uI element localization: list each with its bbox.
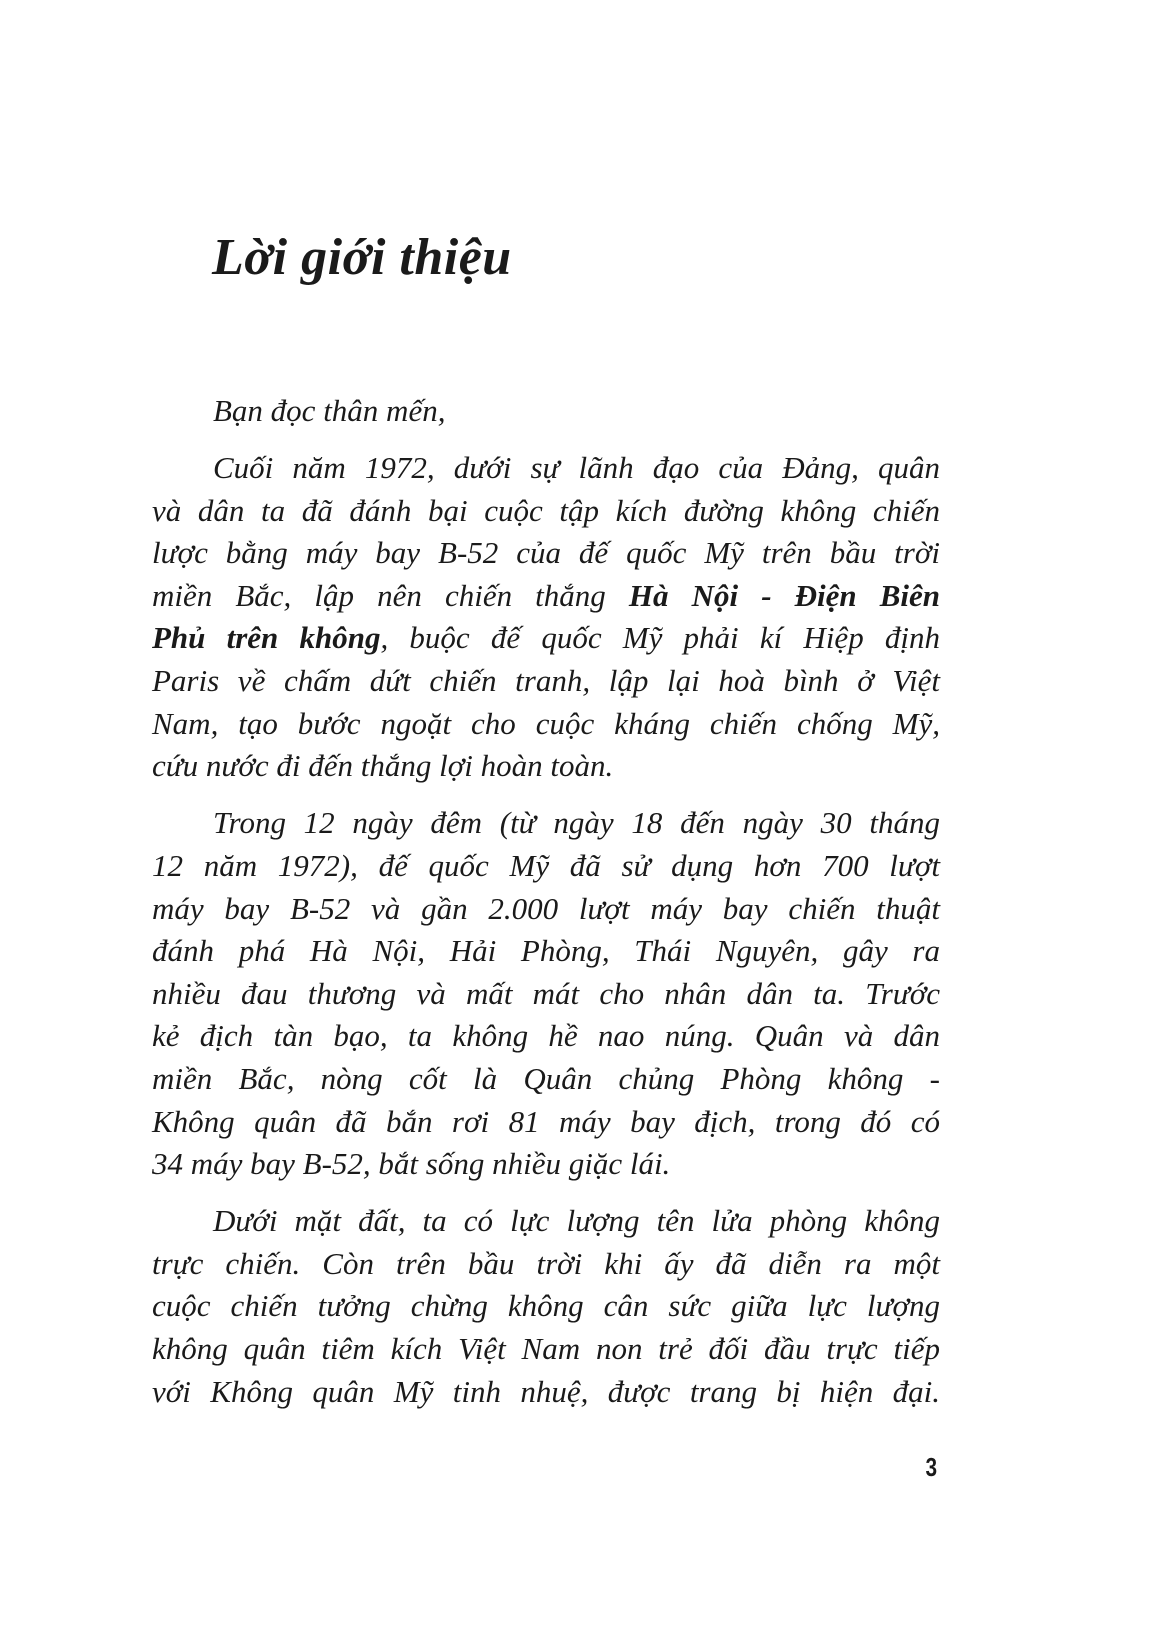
text-run: trực chiến. Còn trên bầu trời khi ấy đã diễn ra một xyxy=(152,1245,940,1281)
text-run: đánh phá Hà Nội, Hải Phòng, Thái Nguyên, gây ra xyxy=(152,933,940,969)
paragraph xyxy=(152,390,940,433)
paragraph xyxy=(152,447,940,788)
text-run: , buộc đế quốc Mỹ phải kí Hiệp định xyxy=(380,620,940,656)
text-run: máy bay B-52 và gần 2.000 lượt máy bay chiến thuật xyxy=(152,890,940,926)
text-line xyxy=(152,973,940,1016)
paragraph xyxy=(152,802,940,1185)
text-line xyxy=(152,703,940,746)
text-run: Paris về chấm dứt chiến tranh, lập lại hoà bình ở Việt xyxy=(152,663,940,699)
text-line xyxy=(152,490,940,533)
text-run: Không quân đã bắn rơi 81 máy bay địch, trong đó có xyxy=(152,1103,940,1139)
page-number: 3 xyxy=(925,1452,938,1482)
text-line xyxy=(152,1285,940,1328)
text-run: miền Bắc, nòng cốt là Quân chủng Phòng không - xyxy=(152,1060,940,1096)
text-line xyxy=(152,1371,940,1414)
text-line xyxy=(152,390,940,433)
text-run: kẻ địch tàn bạo, ta không hề nao núng. Quân và dân xyxy=(152,1018,940,1054)
text-run: và dân ta đã đánh bại cuộc tập kích đường không chiến xyxy=(152,492,940,528)
text-line xyxy=(152,888,940,931)
text-run: Nam, tạo bước ngoặt cho cuộc kháng chiến chống Mỹ, xyxy=(152,705,940,741)
text-line xyxy=(152,660,940,703)
text-line xyxy=(152,1058,940,1101)
text-line xyxy=(152,532,940,575)
text-line xyxy=(152,575,940,618)
page-title: Lời giới thiệu xyxy=(212,229,512,286)
text-line xyxy=(152,1015,940,1058)
text-line xyxy=(152,447,940,490)
text-line xyxy=(152,930,940,973)
text-run: Cuối năm 1972, dưới sự lãnh đạo của Đảng, quân xyxy=(213,450,940,486)
text-line xyxy=(152,845,940,888)
text-run: Bạn đọc thân mến, xyxy=(213,393,446,428)
body-text xyxy=(152,390,940,1428)
text-run: 12 năm 1972), đế quốc Mỹ đã sử dụng hơn 700 lượt xyxy=(152,847,940,883)
bold-text: Hà Nội - Điện Biên xyxy=(628,577,940,613)
text-line xyxy=(152,1328,940,1371)
text-line xyxy=(152,1200,940,1243)
text-run: miền Bắc, lập nên chiến thắng xyxy=(152,577,629,613)
text-run: 34 máy bay B-52, bắt sống nhiều giặc lái. xyxy=(152,1146,671,1182)
bold-text: Phủ trên không xyxy=(152,620,381,656)
text-run: Trong 12 ngày đêm (từ ngày 18 đến ngày 30 tháng xyxy=(213,805,940,841)
text-line xyxy=(152,1143,940,1186)
text-run: với Không quân Mỹ tinh nhuệ, được trang bị hiện đại. xyxy=(152,1373,940,1409)
text-line xyxy=(152,745,940,788)
text-run: cuộc chiến tưởng chừng không cân sức giữa lực lượng xyxy=(152,1288,940,1324)
text-run: cứu nước đi đến thắng lợi hoàn toàn. xyxy=(152,748,614,784)
text-run: lược bằng máy bay B-52 của đế quốc Mỹ trên bầu trời xyxy=(152,535,940,571)
text-line xyxy=(152,1101,940,1144)
text-run: nhiều đau thương và mất mát cho nhân dân ta. Trước xyxy=(152,975,940,1011)
paragraph xyxy=(152,1200,940,1413)
text-run: không quân tiêm kích Việt Nam non trẻ đối đầu trực tiếp xyxy=(152,1330,940,1366)
text-line xyxy=(152,617,940,660)
text-line xyxy=(152,802,940,845)
text-line xyxy=(152,1243,940,1286)
text-run: Dưới mặt đất, ta có lực lượng tên lửa phòng không xyxy=(213,1203,940,1239)
